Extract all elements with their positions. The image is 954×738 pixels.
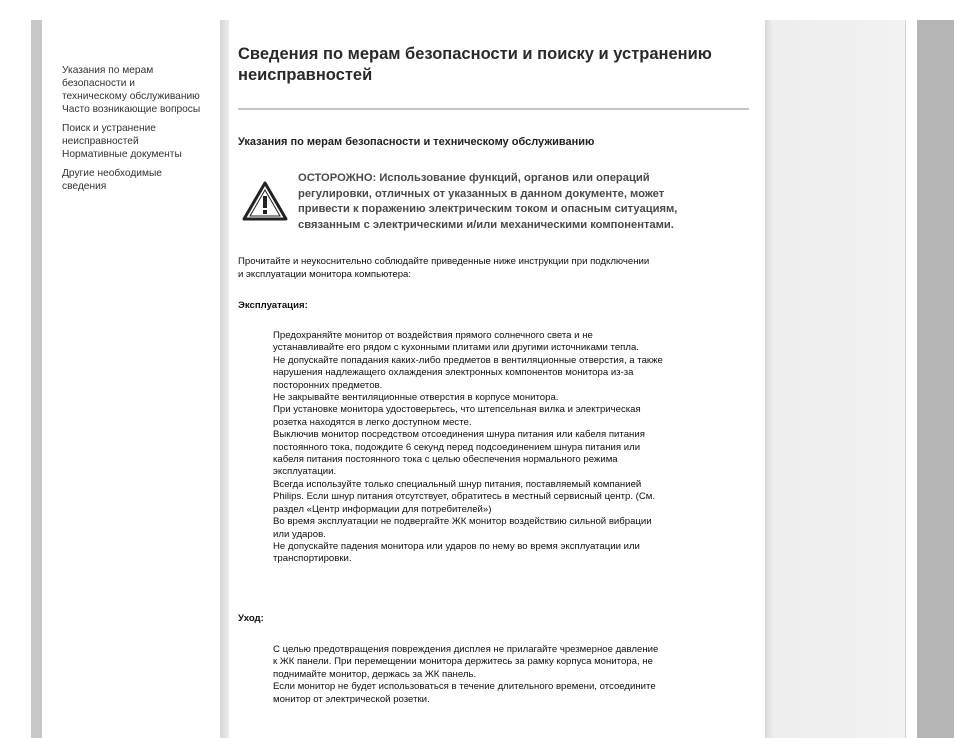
operation-item-line: раздел «Центр информации для потребителей»)	[273, 503, 492, 515]
care-item-line: С целью предотвращения повреждения дисплея не прилагайте чрезмерное давление	[273, 644, 659, 655]
operation-item-line: Предохраняйте монитор от воздействия прямого солнечного света и не	[273, 330, 593, 341]
nav-group-safety	[62, 64, 232, 116]
care-item-line: монитор от электрической розетки.	[273, 693, 430, 705]
page-title-line: неисправностей	[238, 66, 373, 84]
operation-item-line: кабеля питания постоянного тока с целью обеспечения нормального режима	[273, 454, 618, 466]
warning-line: ОСТОРОЖНО: Использование функций, органов или операций	[298, 172, 650, 184]
page-title	[238, 44, 758, 86]
nav-link-faq[interactable]: Часто возникающие вопросы	[62, 104, 201, 115]
left-frame-border	[31, 20, 42, 738]
nav-link-safety-maintenance[interactable]: Указания по мерам	[62, 65, 154, 76]
warning-line: привести к поражению электрическим током и опасным ситуациям,	[298, 203, 678, 215]
operation-item-line: эксплуатации.	[273, 466, 337, 478]
nav-link-regulatory[interactable]: Нормативные документы	[62, 149, 182, 160]
sidebar	[42, 20, 220, 738]
sidebar-nav	[62, 64, 232, 199]
operation-item-line: нарушения надлежащего охлаждения электронных компонентов монитора из-за	[273, 367, 634, 379]
operation-item-line: Во время эксплуатации не подвергайте ЖК монитор воздействию сильной вибрации	[273, 516, 652, 528]
care-item-line: Если монитор не будет использоваться в течение длительного времени, отсоедините	[273, 681, 656, 693]
nav-link-safety-maintenance[interactable]: техническому обслуживанию	[62, 91, 200, 102]
content-left-shadow	[220, 20, 229, 738]
nav-group-troubleshooting	[62, 122, 232, 161]
operation-item-line: Не закрывайте вентиляционные отверстия в корпусе монитора.	[273, 392, 559, 404]
warning-triangle-icon	[242, 181, 288, 221]
intro-line: и эксплуатации монитора компьютера:	[238, 268, 412, 280]
operation-item-line: Philips. Если шнур питания отсутствует, обратитесь в местный сервисный центр. (См.	[273, 491, 656, 503]
warning-line: регулировки, отличных от указанных в данном документе, может	[298, 187, 665, 200]
care-item-line: поднимайте монитор, держась за ЖК панель.	[273, 668, 477, 680]
operation-item-line: устанавливайте его рядом с кухонными плитами или другими источниками тепла.	[273, 342, 639, 354]
care-heading: Уход:	[238, 613, 264, 624]
care-item-line: к ЖК панели. При перемещении монитора держитесь за рамку корпуса монитора, не	[273, 656, 653, 668]
operation-list	[273, 330, 753, 566]
operation-item-line: При установке монитора удостоверьтесь, что штепсельная вилка и электрическая	[273, 404, 641, 416]
nav-link-troubleshooting[interactable]: Поиск и устранение	[62, 123, 156, 134]
care-list	[273, 644, 753, 706]
right-panel	[765, 20, 905, 738]
operation-item-line: или ударов.	[273, 528, 326, 540]
nav-link-troubleshooting[interactable]: неисправностей	[62, 136, 139, 147]
operation-item-line: посторонних предметов.	[273, 379, 383, 391]
operation-item-line: постоянного тока, подождите 6 секунд перед подсоединением шнура питания или	[273, 441, 641, 453]
operation-item-line: Не допускайте попадания каких-либо предметов в вентиляционные отверстия, а также	[273, 354, 663, 366]
operation-item-line: транспортировки.	[273, 553, 352, 565]
operation-item-line: Не допускайте падения монитора или ударов по нему во время эксплуатации или	[273, 540, 640, 552]
operation-item-line: Всегда используйте только специальный шнур питания, поставляемый компанией	[273, 478, 642, 490]
operation-heading: Эксплуатация:	[238, 300, 308, 311]
warning-text	[298, 171, 748, 233]
operation-item-line: розетка находятся в легко доступном месте.	[273, 416, 472, 428]
nav-link-safety-maintenance[interactable]: безопасности и	[62, 78, 135, 89]
warning-line: связанным с электрическими и/или механическими компонентами.	[298, 218, 674, 231]
nav-link-other-info[interactable]: Другие необходимые	[62, 168, 162, 179]
operation-item-line: Выключив монитор посредством отсоединения шнура питания или кабеля питания	[273, 429, 645, 441]
nav-group-other	[62, 167, 232, 193]
intro-paragraph	[238, 256, 758, 281]
main-content	[229, 20, 765, 738]
intro-line: Прочитайте и неукоснительно соблюдайте приведенные ниже инструкции при подключении	[238, 256, 650, 267]
nav-link-other-info[interactable]: сведения	[62, 181, 107, 192]
page-title-line: Сведения по мерам безопасности и поиску и устранению	[238, 45, 712, 63]
title-divider	[238, 108, 749, 110]
section-title: Указания по мерам безопасности и техническому обслуживанию	[238, 136, 595, 148]
right-frame-border	[917, 20, 954, 738]
